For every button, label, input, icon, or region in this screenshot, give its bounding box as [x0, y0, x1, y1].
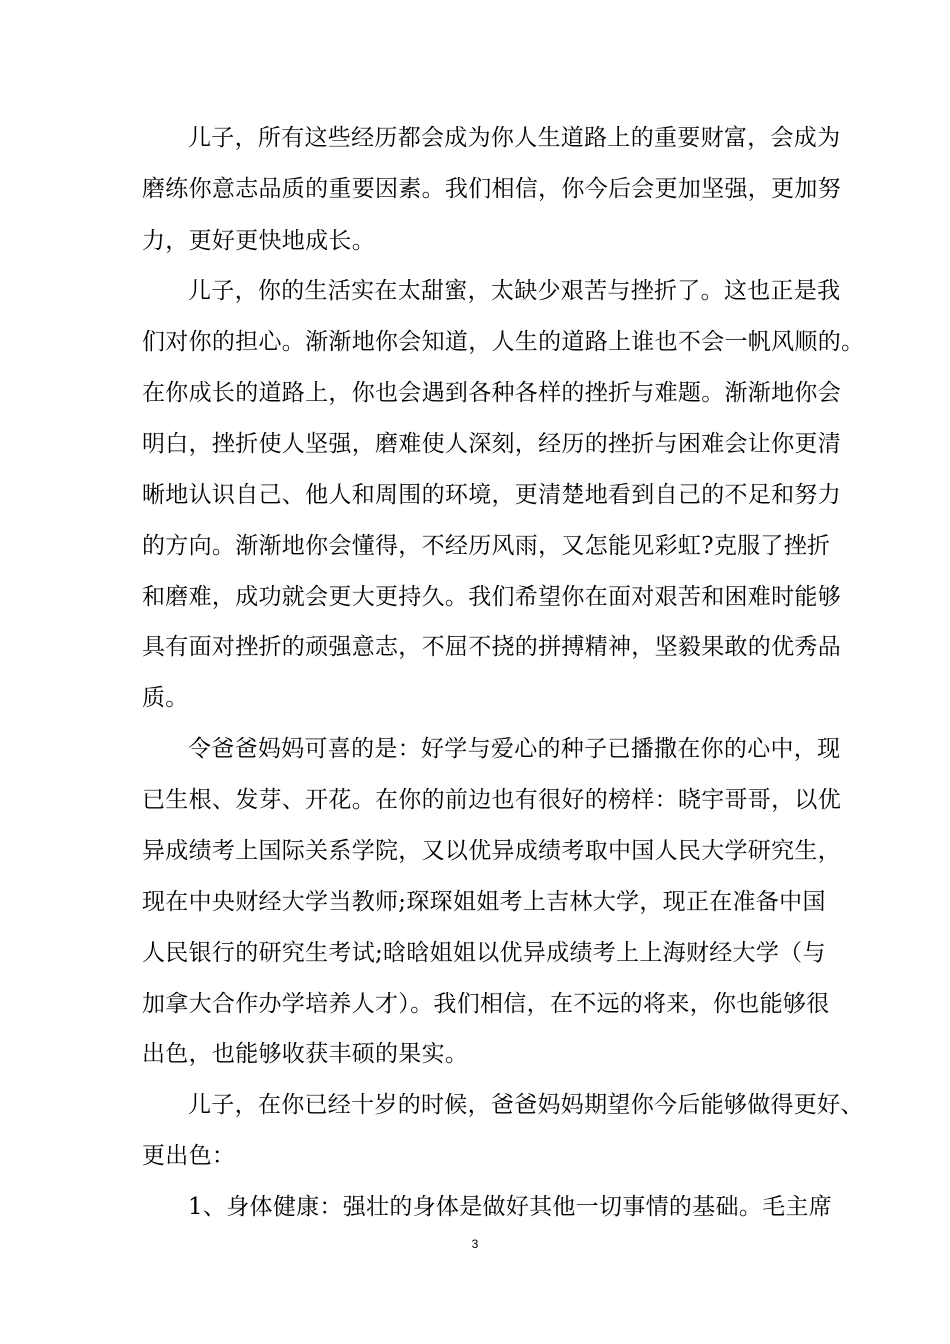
paragraph-line: 儿子，在你已经十岁的时候，爸爸妈妈期望你今后能够做得更好、: [188, 1092, 864, 1118]
paragraph-line: 具有面对挫折的顽强意志，不屈不挠的拼搏精神，坚毅果敢的优秀品: [142, 634, 841, 660]
paragraph-line: 力，更好更快地成长。: [142, 228, 375, 254]
paragraph-line: 在你成长的道路上，你也会遇到各种各样的挫折与难题。渐渐地你会: [142, 380, 841, 406]
page-number: 3: [471, 1237, 479, 1251]
paragraph-line: 磨练你意志品质的重要因素。我们相信，你今后会更加坚强，更加努: [142, 176, 841, 202]
paragraph-line: 晰地认识自己、他人和周围的环境，更清楚地看到自己的不足和努力: [142, 482, 841, 508]
paragraph-line: 加拿大合作办学培养人才）。我们相信，在不远的将来，你也能够很: [142, 991, 830, 1017]
paragraph-line: 已生根、发芽、开花。在你的前边也有很好的榜样：晓宇哥哥，以优: [142, 787, 841, 813]
paragraph-line: 儿子，你的生活实在太甜蜜，太缺少艰苦与挫折了。这也正是我: [188, 278, 841, 304]
paragraph-line: 1、身体健康：强壮的身体是做好其他一切事情的基础。毛主席: [188, 1194, 833, 1220]
paragraph-line: 人民银行的研究生考试;晗晗姐姐以优异成绩考上上海财经大学（与: [142, 940, 826, 966]
paragraph-line: 儿子，所有这些经历都会成为你人生道路上的重要财富，会成为: [188, 125, 841, 151]
paragraph-line: 出色，也能够收获丰硕的果实。: [142, 1041, 469, 1067]
paragraph-line: 和磨难，成功就会更大更持久。我们希望你在面对艰苦和困难时能够: [142, 584, 841, 610]
paragraph-line: 明白，挫折使人坚强，磨难使人深刻，经历的挫折与困难会让你更清: [142, 431, 841, 457]
paragraph-line: 异成绩考上国际关系学院，又以优异成绩考取中国人民大学研究生，: [142, 838, 841, 864]
paragraph-line: 令爸爸妈妈可喜的是：好学与爱心的种子已播撒在你的心中，现: [188, 736, 841, 762]
paragraph-line: 们对你的担心。渐渐地你会知道，人生的道路上谁也不会一帆风顺的。: [142, 329, 865, 355]
paragraph-line: 更出色：: [142, 1143, 236, 1169]
paragraph-line: 现在中央财经大学当教师;琛琛姐姐考上吉林大学，现正在准备中国: [142, 889, 826, 915]
paragraph-line: 的方向。渐渐地你会懂得，不经历风雨，又怎能见彩虹?克服了挫折: [142, 533, 831, 559]
paragraph-line: 质。: [142, 685, 189, 711]
